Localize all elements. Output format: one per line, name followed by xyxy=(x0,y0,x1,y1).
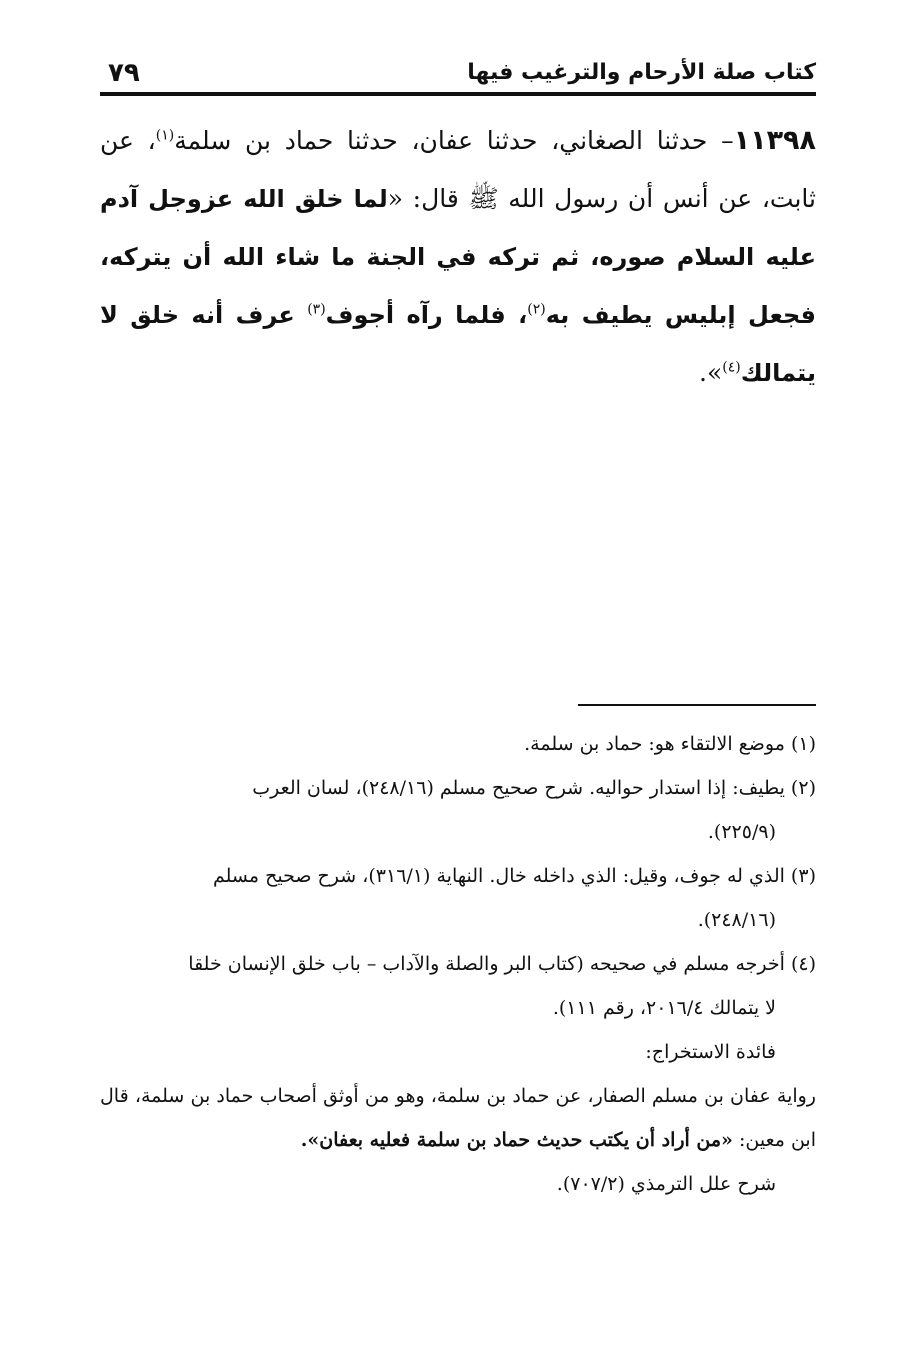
benefit-source: شرح علل الترمذي (٧٠٧/٢). xyxy=(556,1173,776,1195)
benefit-text-body: رواية عفان بن مسلم الصفار، عن حماد بن سلمة، وهو من أوثق أصحاب حماد بن سلمة، قال ابن معين: xyxy=(100,1085,816,1151)
footnote-4: (٤) أخرجه مسلم في صحيحه (كتاب البر والصلة والآداب – باب خلق الإنسان خلقا xyxy=(188,953,816,975)
footnote-3-continued: (٢٤٨/١٦). xyxy=(697,909,776,931)
footnote-4-continued: لا يتمالك ٢٠١٦/٤، رقم ١١١). xyxy=(552,997,776,1019)
isnad-continuation: ، عن ثابت، عن أنس أن رسول الله ﷺ قال: « xyxy=(100,126,816,213)
footnote-2: (٢) يطيف: إذا استدار حواليه. شرح صحيح مسلم (٢٤٨/١٦)، لسان العرب xyxy=(252,777,816,799)
footnotes xyxy=(100,722,816,1206)
benefit-text xyxy=(100,1074,816,1162)
closing-quote: ». xyxy=(699,358,723,387)
footnote-2-continued: (٢٢٥/٩). xyxy=(707,821,776,843)
footnote-ref-1[interactable]: (١) xyxy=(155,127,175,144)
footnote-3: (٣) الذي له جوف، وقيل: الذي داخله خال. النهاية (٣١٦/١)، شرح صحيح مسلم xyxy=(213,865,816,887)
footnote-ref-4[interactable]: (٤) xyxy=(722,359,741,376)
running-title: كتاب صلة الأرحام والترغيب فيها xyxy=(467,60,816,85)
matn-part-2: ، فلما رآه أجوف xyxy=(325,301,528,329)
matn-part-3: عرف أنه خلق لا يتمالك xyxy=(100,301,816,387)
footnote-separator xyxy=(578,704,816,706)
hadith-number: ١١٣٩٨ xyxy=(733,125,817,156)
page-number: ٧٩ xyxy=(108,58,140,88)
matn-part-1: لما خلق الله عزوجل آدم عليه السلام صوره، ثم تركه في الجنة ما شاء الله أن يتركه، فجعل إبليس يطيف به xyxy=(100,185,817,329)
header-rule xyxy=(100,92,816,96)
hadith-text xyxy=(100,112,816,402)
footnote-1: (١) موضع الالتقاء هو: حماد بن سلمة. xyxy=(524,733,816,755)
benefit-title: فائدة الاستخراج: xyxy=(645,1041,776,1063)
page-header xyxy=(100,58,816,98)
footnote-ref-2[interactable]: (٢) xyxy=(527,301,546,318)
footnote-ref-3[interactable]: (٣) xyxy=(307,301,326,318)
benefit-quote: «من أراد أن يكتب حديث حماد بن سلمة فعليه بعفان». xyxy=(300,1129,733,1151)
isnad: – حدثنا الصغاني، حدثنا عفان، حدثنا حماد بن سلمة xyxy=(174,126,734,155)
